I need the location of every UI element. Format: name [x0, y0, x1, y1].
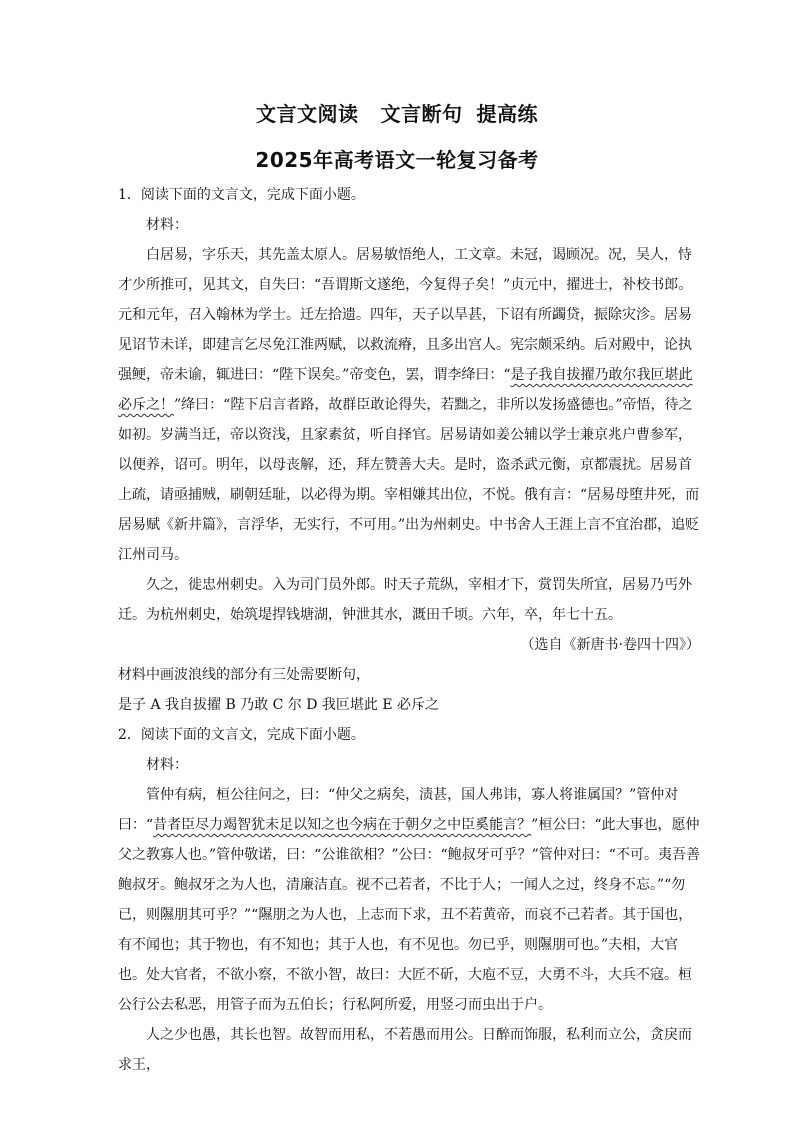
question-1-options: 是子 A 我自拔擢 B 乃敢 C 尔 D 我叵堪此 E 必斥之: [118, 697, 440, 713]
question-1-paragraph-1: [118, 240, 700, 570]
question-2-paragraph-2: 人之少也愚，其长也智。故智而用私，不若愚而用公。日醉而饰服，私利而立公，贪戾而求王，: [118, 1027, 692, 1073]
title-part-practice: 提高练: [476, 102, 538, 126]
question-1-material-label: 材料：: [146, 217, 188, 233]
title-part-punctuation: 文言断句: [380, 102, 463, 126]
question-1-source: （选自《新唐书·卷四十四》）: [520, 637, 700, 653]
question-2-paragraph-1: [118, 780, 700, 1020]
q2-para1-text-a: 管仲有病，桓公往问之，曰：“仲父之病矣，渍甚，国人弗讳，寡人将谁属国？”管仲对曰：“: [118, 787, 679, 833]
q1-para1-text-b: ”绛曰：“陛下启言者路，故群臣敢论得失，若黜之，非所以发扬盛德也。”帝悟，待之如初。岁满当迁，帝以资浅，且家素贫，听自择官。居易请如姜公辅以学士兼京兆户曹参军，以便养，诏可。明年，以母丧解，还，拜左赞善大夫。是时，盗杀武元衡，京都震扰。居易首上疏，请亟捕贼，刷朝廷耻，以必得为期。宰相嫌其出位，不悦。俄有言：“居易母堕井死，而居易赋《新井篇》，言浮华，无实行，不可用。”出为州刺史。中书舍人王涯上言不宜治郡，追贬江州司马。: [118, 397, 700, 563]
page-subtitle: 2025年高考语文一轮复习备考: [255, 148, 539, 172]
title-part-reading: 文言文阅读: [256, 102, 359, 126]
page-title: [0, 98, 794, 127]
q2-wavy-underlined-text: 昔者臣尽力竭智犹未足以知之也今病在于朝夕之中臣奚能言？: [153, 817, 532, 833]
q1-wavy-underlined-text: 是子我自拔擢乃敢尔我叵堪此必斥之！: [118, 367, 693, 413]
question-1-prompt: 1．阅读下面的文言文，完成下面小题。: [118, 187, 365, 203]
question-1-paragraph-2: 久之，徙忠州刺史。入为司门员外郎。时天子荒纵，宰相才下，赏罚失所宜，居易乃丐外迁。为杭州刺史，始筑堤捍钱塘湖，钟泄其水，溉田千顷。六年，卒，年七十五。: [118, 577, 692, 623]
q1-para1-text-a: 白居易，字乐天，其先盖太原人。居易敏悟绝人，工文章。未冠，谒顾况。况，吴人，恃才少所推可，见其文，自失曰：“吾谓斯文遂绝，今复得子矣！”贞元中，擢进士，补校书郎。元和元年，召入翰林为学士。迁左拾遗。四年，天子以旱甚，下诏有所蠲贷，振除灾沴。居易见诏节未详，即建言乞尽免江淮两赋，以救流瘠，且多出宫人。宪宗颇采纳。后对殿中，论执强鲠，帝未谕，辄进曰：“陛下误矣。”帝变色，罢，谓李绛曰：“: [118, 247, 693, 383]
question-1-task: 材料中画波浪线的部分有三处需要断句，: [118, 667, 370, 683]
question-2-prompt: 2．阅读下面的文言文，完成下面小题。: [118, 727, 365, 743]
q2-para1-text-b: ”桓公曰：“此大事也，愿仲父之教寡人也。”管仲敬诺，曰：“公谁欲相？”公曰：“鲍叔牙可乎？”管仲对曰：“不可。夷吾善鲍叔牙。鲍叔牙之为人也，清廉洁直。视不己若者，不比于人；一闻人之过，终身不忘。”“勿已，则隰朋其可乎？”“隰朋之为人也，上志而下求，丑不若黄帝，而哀不己若者。其于国也，有不闻也；其于物也，有不知也；其于人也，有不见也。勿已乎，则隰朋可也。”夫相，大官也。处大官者，不欲小察，不欲小智，故曰：大匠不斫，大庖不豆，大勇不斗，大兵不寇。桓公行公去私恶，用管子而为五伯长；行私阿所爱，用竖刁而虫出于户。: [118, 817, 700, 1013]
question-2-material-label: 材料：: [146, 757, 188, 773]
document-body: [118, 180, 700, 1080]
